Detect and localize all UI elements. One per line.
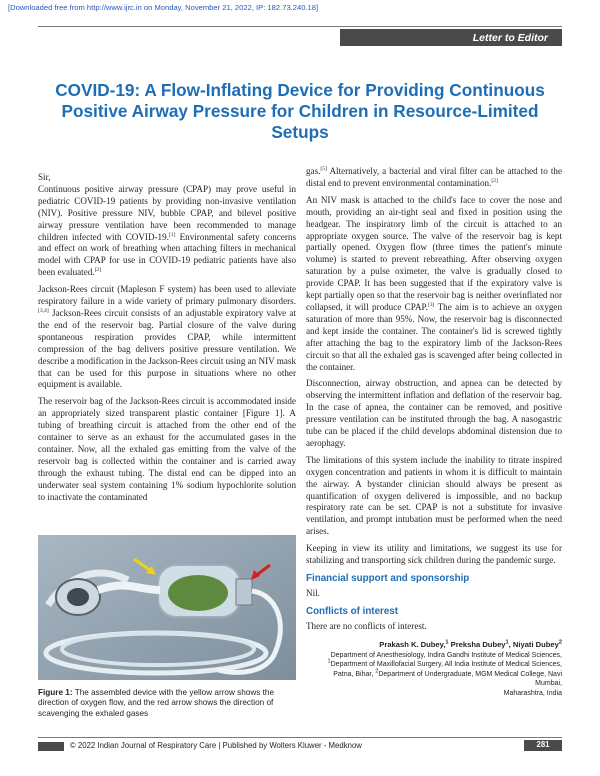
figure-1-caption: Figure 1: The assembled device with the yellow arrow shows the direction of oxygen flow, and the red arrow shows the direction of scavenging the exhaled gases <box>38 688 275 718</box>
right-paragraph-3: Disconnection, airway obstruction, and apnea can be detected by observing the intermittent inflation and deflation of the reservoir bag. In the case of apnea, the container can be removed, and positive pressure ventilation can be instituted through the bag. A nasogastric tube can be placed if the child develops abdominal distension due to aerophagy. <box>306 378 562 448</box>
left-column <box>38 172 296 508</box>
conflicts-heading: Conflicts of interest <box>306 605 398 617</box>
affiliation-1: Department of Anesthesiology, Indira Gandhi Institute of Medical Sciences, <box>330 651 562 659</box>
left-paragraph-1: Continuous positive airway pressure (CPAP) may prove useful in pediatric COVID-19 patients by providing non-invasive ventilation (NIV). Positive pressure NIV, bubble CPAP, and bilevel positive airway pressure ventilation have been recommended to manage children infected with COVID-19.[1] Environmental safety concerns and effect on work of breathing when attaching filters in mechanical model with CPAP for use in COVID-19 pediatric patients have also been evaluated.[2] <box>38 183 296 278</box>
affiliation-4: Maharashtra, India <box>503 689 562 697</box>
right-paragraph-1: gas.[5] Alternatively, a bacterial and viral filter can be attached to the distal end to prevent environmental contamination.[2] <box>306 165 562 188</box>
header-rule <box>38 26 562 27</box>
author-block <box>306 639 562 699</box>
page-footer <box>38 741 562 752</box>
left-paragraph-3: The reservoir bag of the Jackson-Rees circuit is accommodated inside an appropriately sized transparent plastic container [Figure 1]. A tubing of breathing circuit is attached from the other end of the container to serve as an exhaust for the accumulated gases in the container. Now, all the exhaled gas emitting from the valve of the reservoir bag is collected within the container and is carried away through the exhaust tubing. The distal end can be dipped into an underwater seal system containing 1% sodium hypochlorite solution to inactivate the contaminated <box>38 396 296 502</box>
article-title: COVID-19: A Flow-Inflating Device for Providing Continuous Positive Airway Pressure for Children in Resource-Limited Setups <box>55 80 545 142</box>
section-label-bar <box>340 29 562 46</box>
funding-heading: Financial support and sponsorship <box>306 573 470 584</box>
section-label: Letter to Editor <box>472 31 548 44</box>
download-note: [Downloaded free from http://www.ijrc.in on Monday, November 21, 2022, IP: 182.73.240.18] <box>8 3 319 12</box>
page-number: 281 <box>524 740 562 751</box>
footer-text: © 2022 Indian Journal of Respiratory Care | Published by Wolters Kluwer - Medknow <box>70 741 362 750</box>
funding-text: Nil. <box>306 587 320 598</box>
salutation: Sir, <box>38 172 51 182</box>
affiliation-2: $^1$Department of Maxillofacial Surgery, All India Institute of Medical Sciences, <box>327 658 562 669</box>
footer-bar <box>38 742 64 751</box>
left-paragraph-2: Jackson-Rees circuit (Mapleson F system) has been used to alleviate respiratory failure in a wide variety of primary pulmonary disorders.[3,4] Jackson-Rees circuit consists of an adjustable expiratory valve at the end of the reservoir bag. Partial closure of the valve during spontaneous respiration provides CPAP, while intermittent compression of the bag delivers positive pressure ventilation. We describe a modification in the Jackson-Rees circuit using an NIV mask that can be used for this purpose in situations where no other equipment is available. <box>38 284 296 390</box>
conflicts-text: There are no conflicts of interest. <box>306 620 427 631</box>
affiliation-3: Patna, Bihar, $^2$Department of Undergraduate, MGM Medical College, Navi Mumbai, <box>333 668 562 688</box>
right-paragraph-5: Keeping in view its utility and limitations, we suggest its use for stabilizing and transporting sick children during the pandemic surge. <box>306 543 562 566</box>
right-paragraph-2: An NIV mask is attached to the child's face to cover the nose and mouth, providing an air-tight seal and fixed in position using the headgear. The inspiratory limb of the circuit is attached to an appropriate oxygen source. The valve of the reservoir bag is kept partially opened. Oxygen flow (three times the patient's minute volume) is started to prevent rebreathing. After observing oxygen saturation by a pulse oximeter, the valve is gradually closed to provide CPAP. It has been suggested that if the expiratory valve is kept partially open so that the reservoir bag is neither overinflated nor collapsed, it will produce CPAP.[3] The aim is to achieve an oxygen saturation of more than 95%. Now, the reservoir bag is disconnected and kept inside the container. The container's lid is screwed tightly after attaching the bag to the expiratory limb of the Jackson-Rees circuit so that all the exhaled gas is scavenged after being collected in the container. <box>306 194 562 372</box>
device-photo-illustration <box>38 535 296 680</box>
figure-1-photo <box>38 535 296 680</box>
author-names: Prakash K. Dubey,$^1$ Preksha Dubey$^1$, Niyati Dubey$^2$ <box>379 639 562 649</box>
right-paragraph-4: The limitations of this system include the inability to titrate inspired oxygen concentration and patients in whom it is difficult to maintain the airway. A bystander clinician should always be present as quantification of oxygen delivered is impossible, and no backup respiratory rate can be set. CPAP is not a substitute for invasive ventilation, and prompt intubation must be performed when the need arises. <box>306 454 562 537</box>
right-column <box>306 166 562 699</box>
footer-rule <box>38 737 562 738</box>
